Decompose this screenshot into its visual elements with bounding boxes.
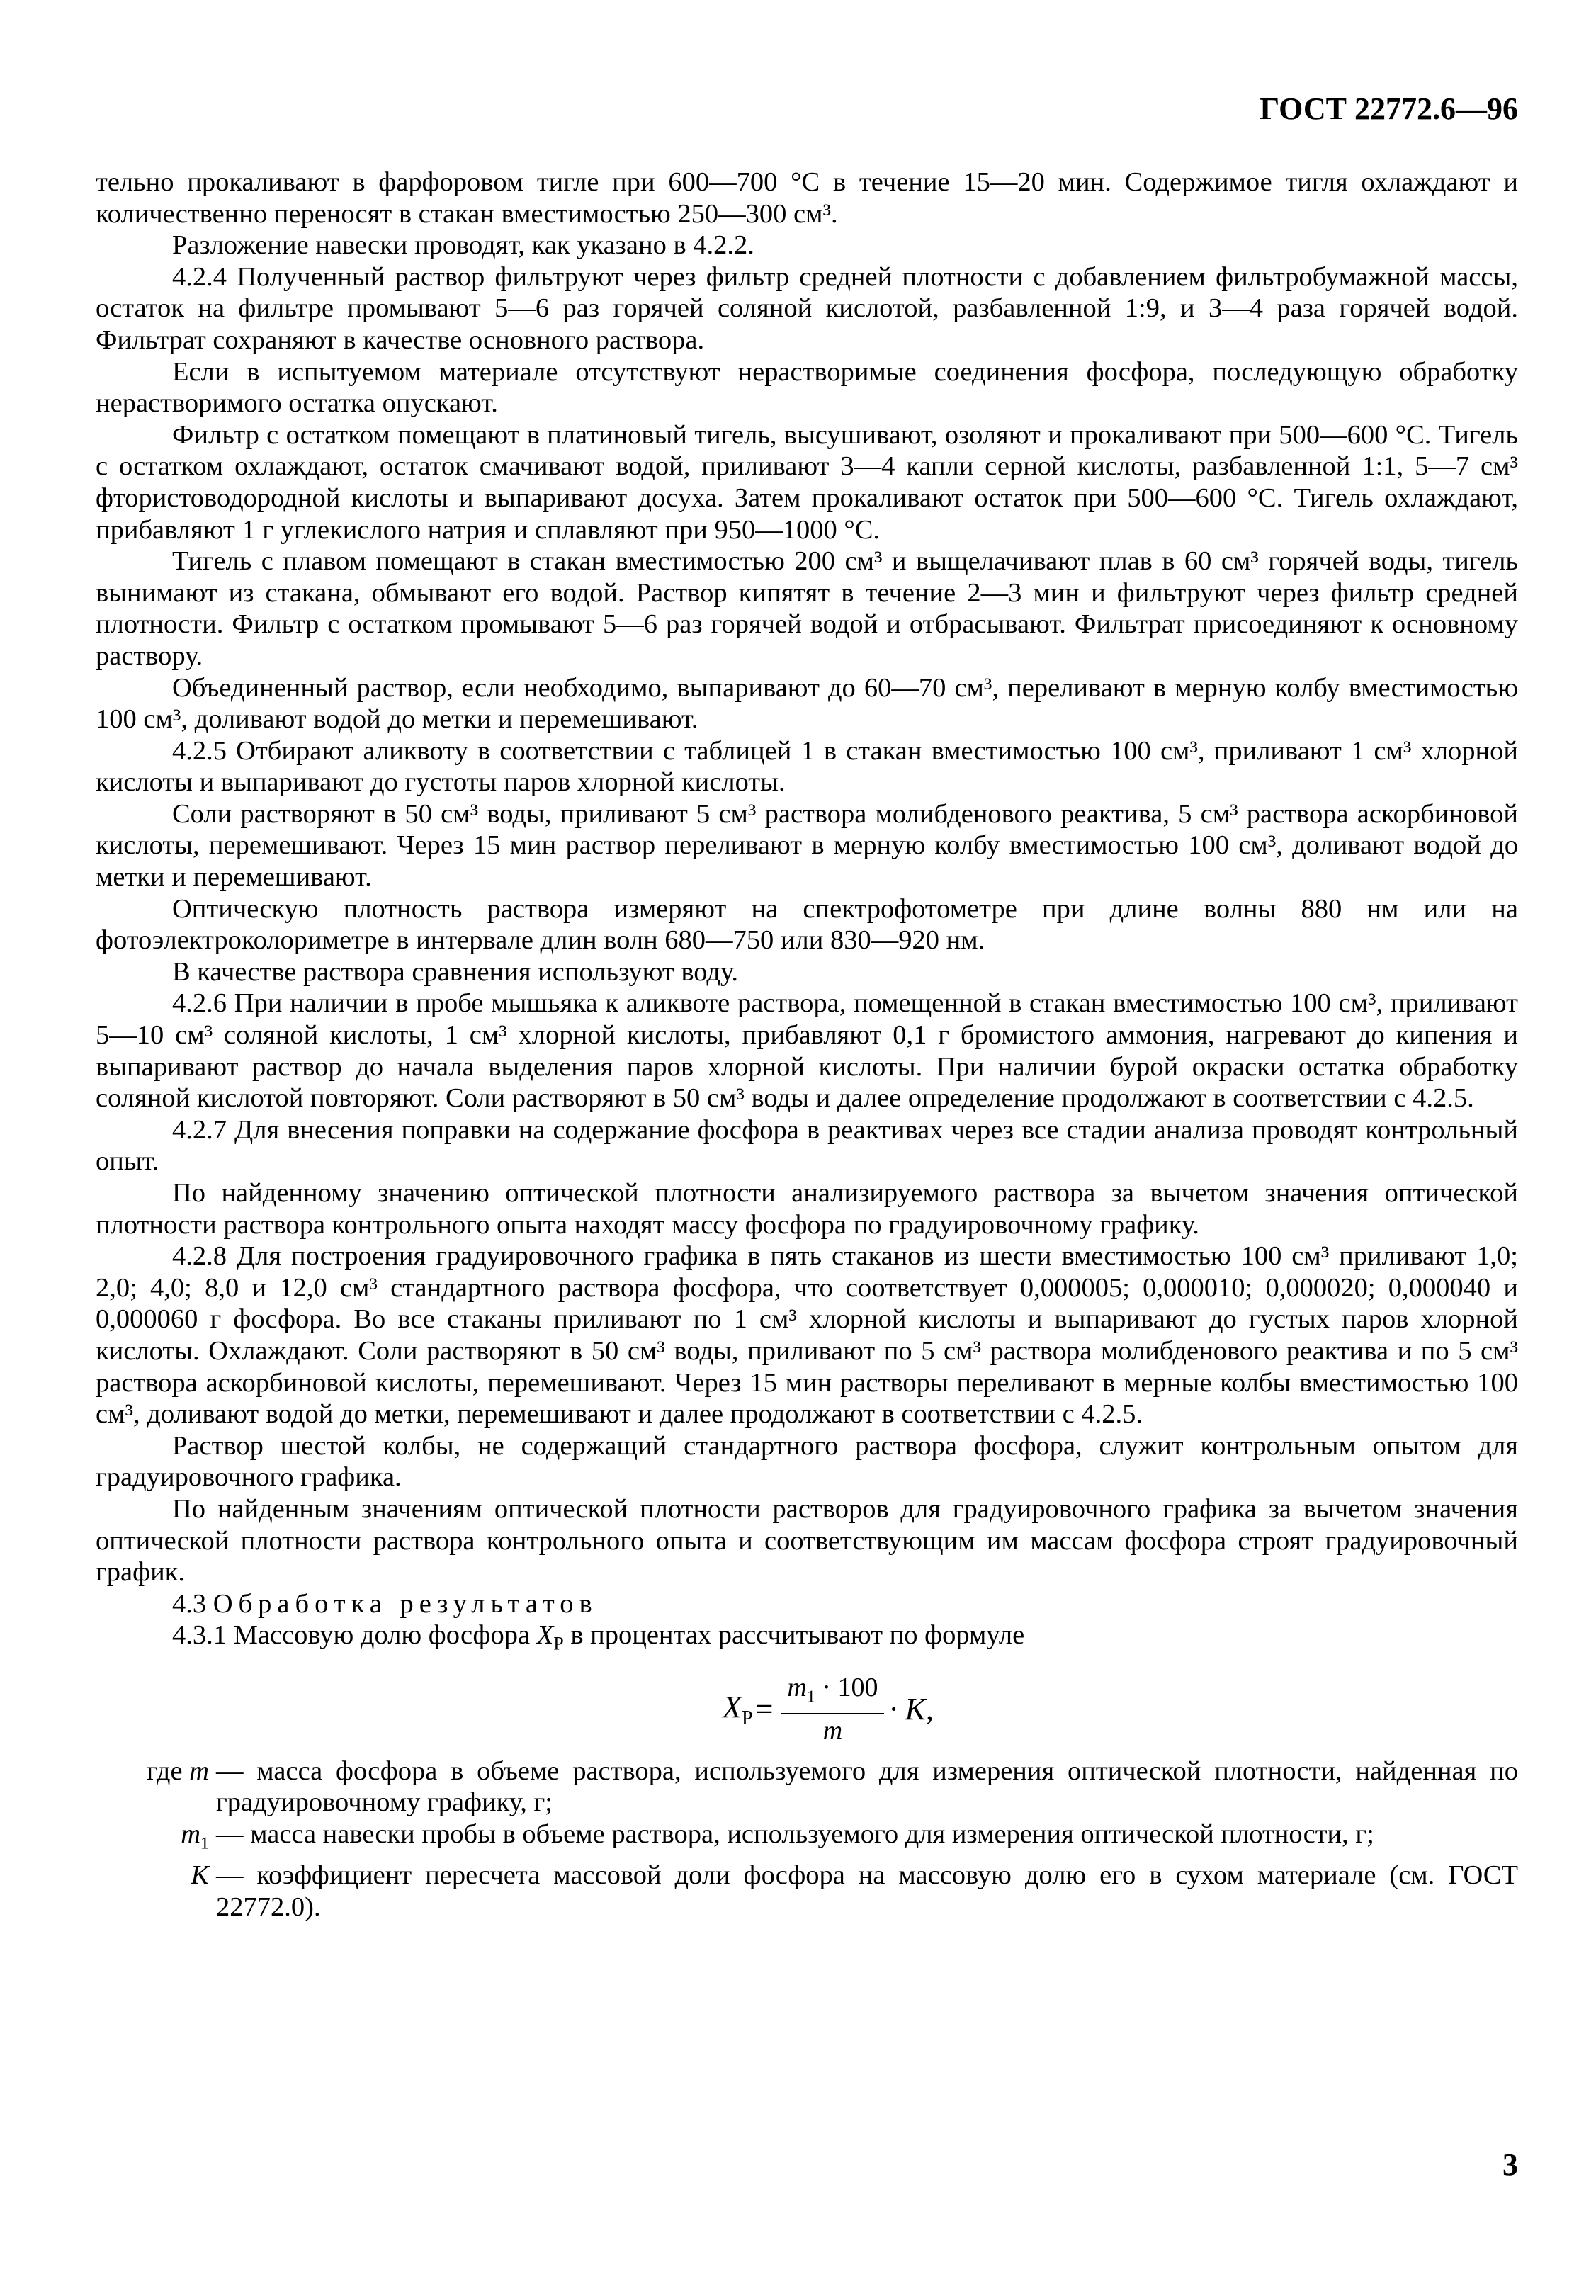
definition-item: $m_1$ — масса навески пробы в объеме раствора, используемого для измерения оптической плотности, г;	[181, 1819, 1374, 1853]
formula	[138, 1670, 1518, 1748]
para-number: 4.3.1	[172, 1620, 227, 1651]
paragraph: Соли растворяют в 50 см³ воды, приливают 5 см³ раствора молибденового реактива, 5 см³ раствора аскорбиновой кислоты, перемешивают. Через 15 мин раствор переливают в мерную колбу вместимостью 100 см³, доливают водой до метки и перемешивают.	[96, 798, 1518, 893]
definition-item: K — коэффициент пересчета массовой доли фосфора на массовую долю его в сухом материале (см. ГОСТ 22772.0).	[191, 1860, 1518, 1922]
formula-fraction	[781, 1673, 883, 1746]
paragraph: Раствор шестой колбы, не содержащий стандартного раствора фосфора, служит контрольным опытом для градуировочного графика.	[96, 1430, 1518, 1493]
formula-denominator: m	[822, 1716, 843, 1746]
paragraph-431	[96, 1619, 1518, 1660]
section-heading	[96, 1588, 1518, 1620]
paragraph: Фильтр с остатком помещают в платиновый тигель, высушивают, озоляют и прокаливают при 500—600 °С. Тигель с остатком охлаждают, остаток смачивают водой, приливают 3—4 капли серной кислоты, разбавленной 1:1, 5—7 см³ фтористоводородной кислоты и выпаривают досуха. Затем прокаливают остаток при 500—600 °С. Тигель охлаждают, прибавляют 1 г углекислого натрия и сплавляют при 950—1000 °С.	[96, 419, 1518, 545]
paragraph: 4.2.7 Для внесения поправки на содержание фосфора в реактивах через все стадии анализа проводят контрольный опыт.	[96, 1114, 1518, 1177]
para-text-before: Массовую долю фосфора	[233, 1620, 531, 1651]
paragraph: 4.2.6 При наличии в пробе мышьяка к аликвоте раствора, помещенной в стакан вместимостью 100 см³, приливают 5—10 см³ соляной кислоты, 1 см³ хлорной кислоты, прибавляют 0,1 г бромистого аммония, нагревают до кипения и выпаривают раствор до начала выделения паров хлорной кислоты. При наличии бурой окраски остатка обработку соляной кислотой повторяют. Соли растворяют в 50 см³ воды и далее определение продолжают в соответствии с 4.2.5.	[96, 988, 1518, 1114]
document-header: ГОСТ 22772.6—96	[1260, 91, 1518, 126]
paragraph: Если в испытуемом материале отсутствуют нерастворимые соединения фосфора, последующую обработку нерастворимого остатка опускают.	[96, 356, 1518, 419]
paragraph: В качестве раствора сравнения используют воду.	[172, 956, 739, 987]
formula-rhs: · K,	[889, 1692, 934, 1727]
formula-lhs: $X_P$	[723, 1689, 753, 1729]
paragraph: Оптическую плотность раствора измеряют на спектрофотометре при длине волны 880 нм или на фотоэлектроколориметре в интервале длин волн 680—750 или 830—920 нм.	[96, 893, 1518, 956]
definitions	[96, 1755, 1518, 1923]
para-text-after: в процентах рассчитывают по формуле	[570, 1620, 1025, 1651]
paragraph: 4.2.5 Отбирают аликвоту в соответствии с таблицей 1 в стакан вместимостью 100 см³, приливают 1 см³ хлорной кислоты и выпаривают до густоты паров хлорной кислоты.	[96, 735, 1518, 798]
paragraph: 4.2.4 Полученный раствор фильтруют через фильтр средней плотности с добавлением фильтробумажной массы, остаток на фильтре промывают 5—6 раз горячей соляной кислотой, разбавленной 1:9, и 3—4 раза горячей водой. Фильтрат сохраняют в качестве основного раствора.	[96, 261, 1518, 355]
paragraph: тельно прокаливают в фарфоровом тигле при 600—700 °С в течение 15—20 мин. Содержимое тигля охлаждают и количественно переносят в стакан вместимостью 250—300 см³.	[96, 167, 1518, 229]
paragraph: Тигель с плавом помещают в стакан вместимостью 200 см³ и выщелачивают плав в 60 см³ горячей воды, тигель вынимают из стакана, обмывают его водой. Раствор кипятят в течение 2—3 мин и фильтруют через фильтр средней плотности. Фильтр с остатком промывают 5—6 раз горячей водой и отбрасывают. Фильтрат присоединяют к основному раствору.	[96, 546, 1518, 671]
section-title: Обработка результатов	[213, 1588, 598, 1619]
section-number: 4.3	[172, 1588, 207, 1619]
definition-item: где m — масса фосфора в объеме раствора, используемого для измерения оптической плотности, найденная по градуировочному графику, г;	[147, 1755, 1518, 1818]
paragraph: По найденному значению оптической плотности анализируемого раствора за вычетом значения оптической плотности раствора контрольного опыта находят массу фосфора по градуировочному графику.	[96, 1178, 1518, 1240]
body-text	[96, 166, 1518, 1661]
formula-equals: =	[755, 1692, 774, 1727]
paragraph: 4.2.8 Для построения градуировочного графика в пять стаканов из шести вместимостью 100 см³ приливают 1,0; 2,0; 4,0; 8,0 и 12,0 см³ стандартного раствора фосфора, что соответствует 0,000005; 0,000010; 0,000020; 0,000040 и 0,000060 г фосфора. Во все стаканы приливают по 1 см³ хлорной кислоты и выпаривают до густых паров хлорной кислоты. Охлаждают. Соли растворяют в 50 см³ воды, приливают по 5 см³ раствора молибденового реактива и по 5 см³ раствора аскорбиновой кислоты, перемешивают. Через 15 мин растворы переливают в мерные колбы вместимостью 100 см³, доливают водой до метки, перемешивают и далее продолжают в соответствии с 4.2.5.	[96, 1241, 1518, 1430]
formula-numerator: $m_1 \cdot 100$	[781, 1673, 883, 1715]
paragraph: Разложение навески проводят, как указано в 4.2.2.	[172, 230, 754, 261]
page-number: 3	[1502, 2147, 1518, 2182]
paragraph: По найденным значениям оптической плотности растворов для градуировочного графика за вычетом значения оптической плотности раствора контрольного опыта и соответствующим им массам фосфора строят градуировочный график.	[96, 1493, 1518, 1588]
paragraph: Объединенный раствор, если необходимо, выпаривают до 60—70 см³, переливают в мерную колбу вместимостью 100 см³, доливают водой до метки и перемешивают.	[96, 672, 1518, 735]
symbol-x: $X_P$	[536, 1620, 564, 1654]
